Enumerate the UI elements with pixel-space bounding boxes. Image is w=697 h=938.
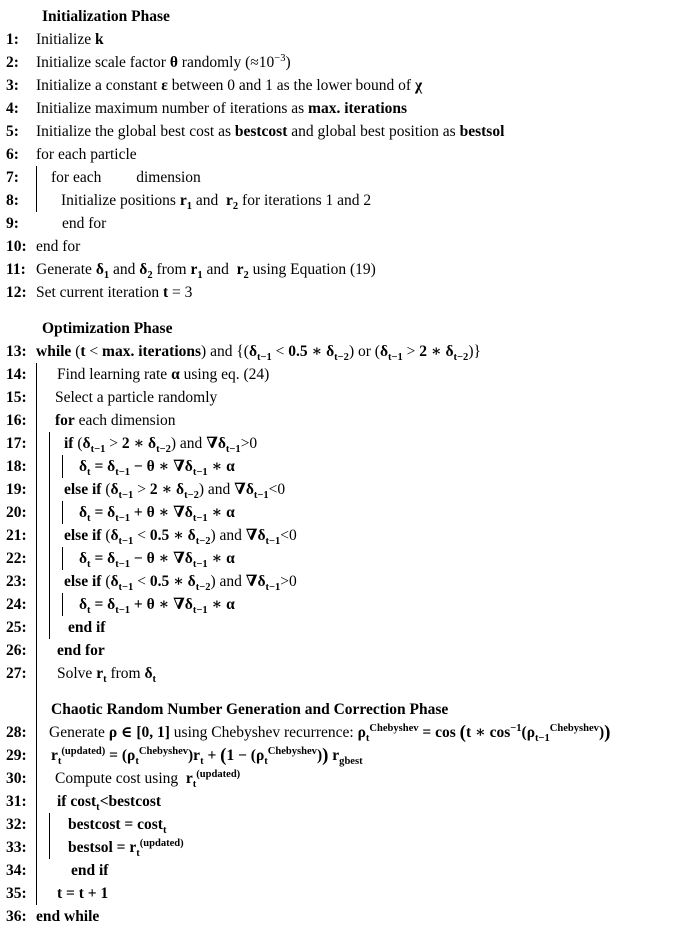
indent-guide-bar [36,363,49,386]
indent-guide-bar [36,547,49,570]
line-content: for each dimension [55,412,176,429]
line-content: if ($\delta_{t-1} > 2$ ∗ $\delta_{t-2}$) and $\nabla\delta_{t-1}>0$ [64,435,258,456]
indent-guide-bar [36,685,49,698]
line-number: 28: [6,724,27,741]
line-number: 23: [6,573,27,590]
line-content: $r_t^{(updated)} = (\rho_t^{Chebyshev})r_t + (1 - (\rho_t^{Chebyshev}))$ $r_{gbest}$ [51,745,363,768]
line-number: 18: [6,458,27,475]
indent-guide-bar [62,501,75,524]
line-number: 31: [6,793,27,810]
line-number: 32: [6,816,27,833]
algo-line [0,570,697,593]
indent-guide-bar [36,836,49,859]
line-number: 2: [6,54,19,71]
line-content: Solve $r_t$ from $\delta_t$ [57,665,157,686]
line-content: Initialize maximum number of iterations as max. iterations [36,100,408,117]
indent-guide-bar [49,570,62,593]
line-number: 35: [6,885,27,902]
algorithm-lines [0,5,697,928]
algo-line [0,593,697,616]
indent-guides [30,409,49,432]
line-number: 14: [6,366,27,383]
line-content: Select a particle randomly [55,389,218,406]
line-content: Initialize k [36,31,104,48]
algo-line [0,340,697,363]
line-content: $\delta_t = \delta_{t-1} - \theta$ ∗ $\nabla\delta_{t-1}$ ∗ α [79,458,235,479]
phase-heading [0,698,697,721]
line-number: 6: [6,146,19,163]
indent-guides [30,455,75,478]
indent-guide-bar [36,698,49,721]
line-content: Initialize positions $r_1$ and $r_2$ for iterations 1 and 2 [61,192,372,213]
indent-guides [30,478,62,501]
phase-heading-text: Initialization Phase [42,8,170,25]
indent-guides [30,524,62,547]
line-number: 3: [6,77,19,94]
indent-guide-bar [36,721,49,744]
line-number: 11: [6,261,26,278]
algo-line [0,258,697,281]
indent-guides [30,662,49,685]
phase-heading [0,317,697,340]
line-content: end for [57,642,105,659]
indent-guide-bar [36,767,49,790]
indent-guide-bar [49,616,62,639]
line-number: 29: [6,747,27,764]
line-content: Find learning rate α using eq. (24) [57,366,270,383]
indent-guides [30,189,49,212]
line-number: 17: [6,435,27,452]
algo-line [0,547,697,570]
algo-line [0,721,697,744]
line-content: while (t < max. iterations) and {($\delta_{t-1} < 0.5$ ∗ $\delta_{t-2}$) or ($\delta_{t-1} > 2$ ∗ $\delta_{t-2}$)} [36,343,481,364]
line-content: end for [62,215,107,232]
indent-guide-bar [49,593,62,616]
algo-line [0,409,697,432]
indent-guide-bar [36,882,49,905]
indent-guide-bar [36,409,49,432]
indent-guide-bar [36,386,49,409]
algo-line [0,524,697,547]
indent-guide-bar [62,593,75,616]
line-number: 27: [6,665,27,682]
indent-guide-bar [62,547,75,570]
indent-guide-bar [49,478,62,501]
line-content: Compute cost using $r_t^{(updated)}$ [55,768,241,791]
line-content: end for [36,238,81,255]
indent-guide-bar [36,813,49,836]
line-content: t = t + 1 [57,885,109,902]
algo-line [0,790,697,813]
algo-line [0,662,697,685]
indent-guide-bar [49,501,62,524]
algo-line [0,28,697,51]
line-content: for each dimension [51,169,201,186]
phase-heading-text: Chaotic Random Number Generation and Correction Phase [51,701,449,718]
line-content: end if [71,862,109,879]
line-number: 20: [6,504,27,521]
section-spacer [0,304,697,317]
line-content: Generate $\delta_1$ and $\delta_2$ from $r_1$ and $r_2$ using Equation (19) [36,261,376,282]
algo-line [0,767,697,790]
indent-guides [30,547,75,570]
line-number: 25: [6,619,27,636]
line-number: 13: [6,343,27,360]
algo-line [0,744,697,767]
indent-guide-bar [36,616,49,639]
indent-guides [30,616,62,639]
algo-line [0,386,697,409]
indent-guide-bar [36,501,49,524]
indent-guides [30,363,49,386]
indent-guides [30,166,49,189]
algo-line [0,74,697,97]
algo-line [0,189,697,212]
algo-line [0,455,697,478]
algo-line [0,120,697,143]
algo-line [0,212,697,235]
line-number: 15: [6,389,27,406]
indent-guides [30,639,49,662]
line-number: 10: [6,238,27,255]
algo-line [0,478,697,501]
indent-guide-bar [36,189,49,212]
indent-guides [30,721,49,744]
indent-guides [30,432,62,455]
indent-guides [30,386,49,409]
indent-guides [30,501,75,524]
indent-guide-bar [36,744,49,767]
line-content: $\delta_t = \delta_{t-1} + \theta$ ∗ $\nabla\delta_{t-1}$ ∗ α [79,596,235,617]
line-content: bestcost = cost$_t$ [68,816,167,837]
line-number: 8: [6,192,19,209]
line-number: 30: [6,770,27,787]
algo-line [0,97,697,120]
line-content: bestsol = $r_t^{(updated)}$ [68,837,184,860]
algo-line [0,859,697,882]
line-content: $\delta_t = \delta_{t-1} - \theta$ ∗ $\nabla\delta_{t-1}$ ∗ α [79,550,235,571]
indent-guide-bar [36,524,49,547]
section-spacer [0,685,697,698]
indent-guides [30,859,49,882]
indent-guides [30,836,62,859]
indent-guide-bar [49,547,62,570]
indent-guides [30,593,75,616]
algo-line [0,882,697,905]
indent-guide-bar [36,859,49,882]
indent-guides [30,767,49,790]
phase-heading-text: Optimization Phase [42,320,173,337]
indent-guides [30,744,49,767]
phase-heading [0,5,697,28]
line-number: 5: [6,123,19,140]
line-number: 12: [6,284,27,301]
line-number: 19: [6,481,27,498]
line-number: 7: [6,169,19,186]
line-content: else if ($\delta_{t-1} < 0.5$ ∗ $\delta_{t-2}$) and $\nabla\delta_{t-1}>0$ [64,573,297,594]
indent-guide-bar [36,166,49,189]
indent-guide-bar [36,790,49,813]
indent-guide-bar [36,662,49,685]
line-number: 26: [6,642,27,659]
indent-guide-bar [36,570,49,593]
line-content: if cost$_t$<bestcost [57,793,162,814]
indent-guide-bar [49,432,62,455]
line-number: 9: [6,215,19,232]
line-content: $\delta_t = \delta_{t-1} + \theta$ ∗ $\nabla\delta_{t-1}$ ∗ α [79,504,235,525]
algo-line [0,616,697,639]
indent-guide-bar [49,455,62,478]
indent-guides [30,813,62,836]
algo-line [0,143,697,166]
indent-guide-bar [49,524,62,547]
indent-guide-bar [62,455,75,478]
line-number: 1: [6,31,19,48]
indent-guide-bar [36,593,49,616]
indent-guides [30,570,62,593]
algo-line [0,639,697,662]
line-number: 24: [6,596,27,613]
indent-guide-bar [36,432,49,455]
line-content: Initialize the global best cost as bestcost and global best position as bestsol [36,123,505,140]
line-number: 34: [6,862,27,879]
indent-guide-bar [49,836,62,859]
indent-guide-bar [36,455,49,478]
indent-guides [30,882,49,905]
line-content: Set current iteration t = 3 [36,284,193,301]
line-content: end if [68,619,106,636]
line-number: 4: [6,100,19,117]
line-content: Initialize a constant ε between 0 and 1 as the lower bound of χ [36,77,423,94]
algo-line [0,363,697,386]
line-number: 36: [6,908,27,925]
line-number: 33: [6,839,27,856]
algo-line [0,51,697,74]
algo-line [0,432,697,455]
line-content: end while [36,908,100,925]
algo-line [0,501,697,524]
algo-line [0,836,697,859]
indent-guides [30,698,49,721]
indent-guides [30,685,49,698]
algo-line [0,235,697,258]
algo-line [0,281,697,304]
line-content: else if ($\delta_{t-1} > 2$ ∗ $\delta_{t-2}$) and $\nabla\delta_{t-1}<0$ [64,481,286,502]
line-number: 16: [6,412,27,429]
indent-guide-bar [36,639,49,662]
line-content: for each particle [36,146,137,163]
line-content: Initialize scale factor θ randomly $(\approx 10^{-3})$ [36,52,291,71]
algo-line [0,905,697,928]
algo-line [0,813,697,836]
line-content: else if ($\delta_{t-1} < 0.5$ ∗ $\delta_{t-2}$) and $\nabla\delta_{t-1}<0$ [64,527,297,548]
indent-guides [30,790,49,813]
line-number: 21: [6,527,27,544]
indent-guide-bar [49,813,62,836]
algo-line [0,166,697,189]
line-number: 22: [6,550,27,567]
line-content: Generate ρ ∈ [0, 1] using Chebyshev recurrence: $\rho_t^{Chebyshev} = \cos (t$ ∗ $\cos^{-1}(\rho_{t-1}^{Chebyshev})$) [49,722,611,745]
indent-guide-bar [36,478,49,501]
